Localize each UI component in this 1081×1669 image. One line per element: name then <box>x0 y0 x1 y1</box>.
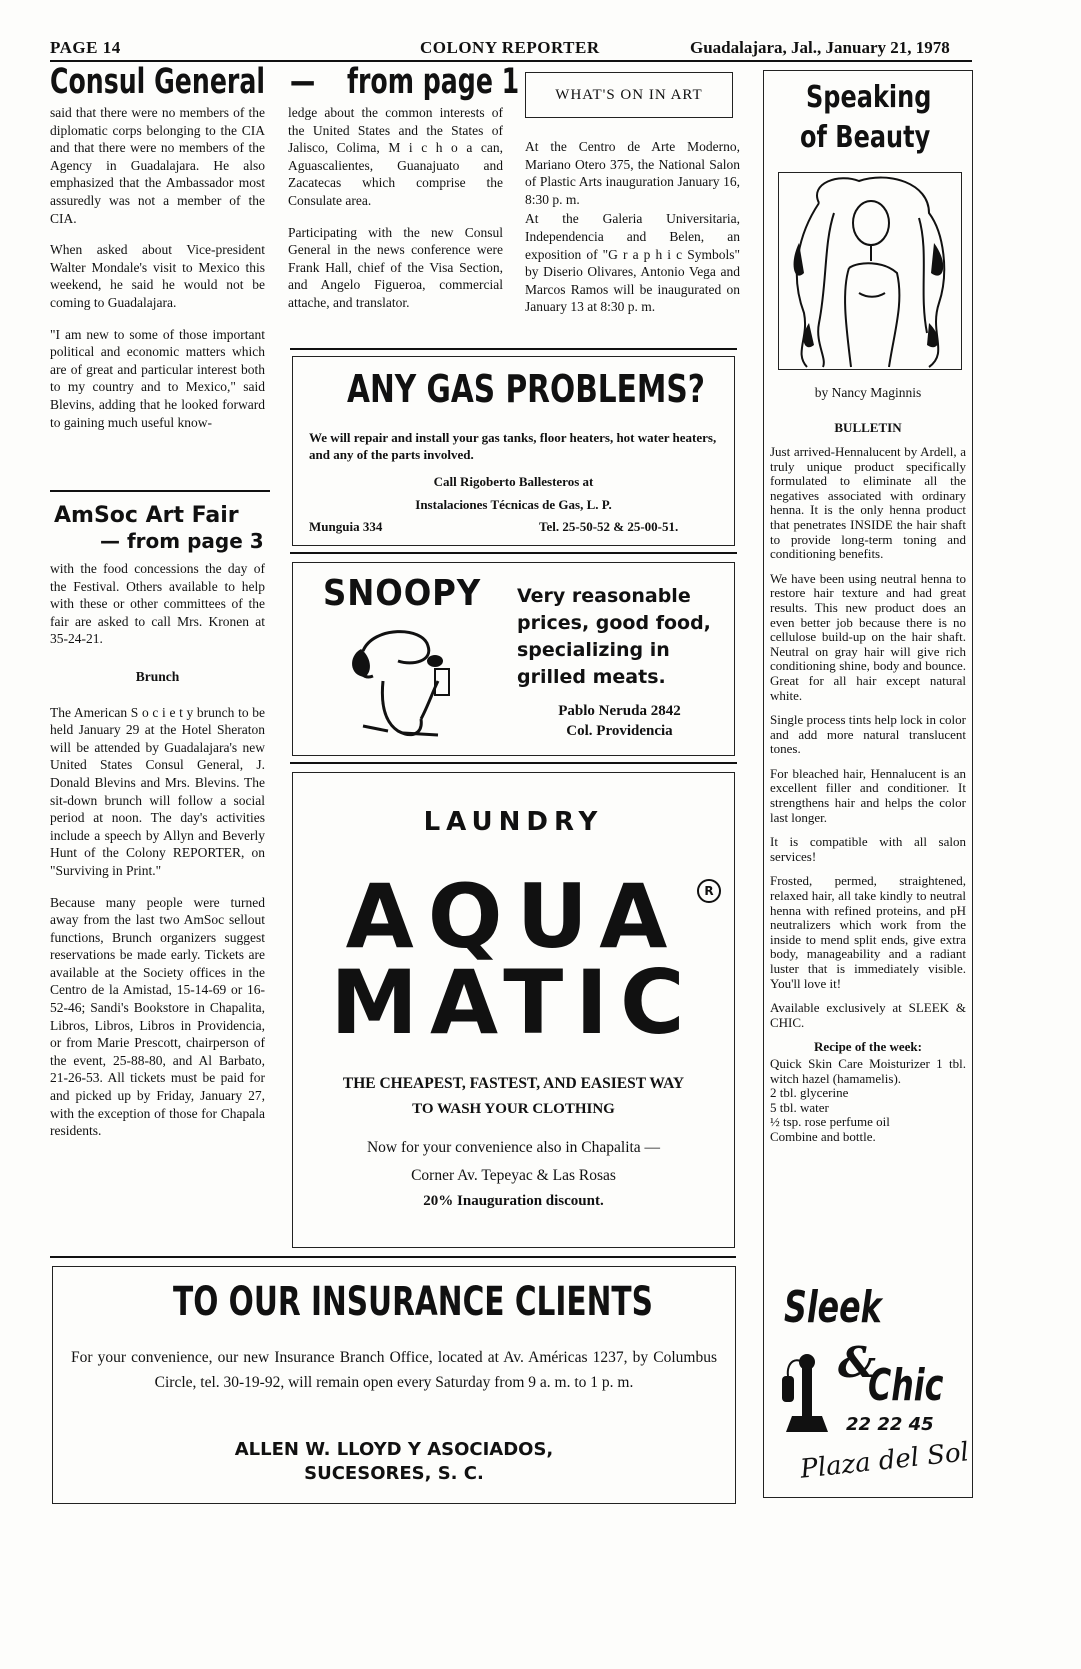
consul-paragraph: "I am new to some of those important political and economic matters which are of great and particular interest both to my country and to Mexico," said Blevins, adding that he looked forward to gaining much useful know- <box>50 326 265 430</box>
brunch-subhead: Brunch <box>135 668 180 684</box>
amsoc-column <box>50 560 265 1154</box>
snoopy-tagline: Very reasonable prices, good food, specializing in grilled meats. <box>517 585 711 688</box>
snoopy-address-1: Pablo Neruda 2842 <box>558 703 681 719</box>
woman-portrait-icon <box>779 173 961 369</box>
art-paragraph: At the Centro de Arte Moderno, Mariano Otero 375, the National Salon of Plastic Arts inauguration January 16, 8:30 p. m. <box>525 139 740 207</box>
section-rule <box>290 762 737 764</box>
art-column <box>525 138 740 330</box>
art-title: WHAT'S ON IN ART <box>555 87 703 103</box>
section-rule <box>290 552 737 554</box>
beauty-paragraph: We have been using neutral henna to restore hair texture and had great results. This new product does an even better job because there is no cellulose build-up on the hair shaft. Neutral on gray hair will give rich conditioning shine, body and bounce. Great for all hair except natural white. <box>770 570 966 703</box>
snoopy-logo: SNOOPY <box>323 573 482 614</box>
amsoc-paragraph: Because many people were turned away from the last two AmSoc sellout functions, Brunch organizers suggest reservations be made early. Tickets are available at the Society offices in the Centro de la Amistad, 15-14-69 or 16-52-46; Sandi's Bookstore in Chapalita, Libros, Libros, Libros in Providencia, or from Marie Prescott, chairperson of the event, 25-88-80, and Al Barbato, 21-26-53. All tickets must be paid for and picked up by Friday, January 27, with the exception of those for Chapala residents. <box>50 894 265 1139</box>
laundry-line-3: Now for your convenience also in Chapalita — <box>366 1139 661 1156</box>
gas-body: We will repair and install your gas tanks, floor heaters, hot water heaters, and any of the parts involved. <box>309 430 717 462</box>
consul-paragraph: ledge about the common interests of the United States and the States of Jalisco, Colima, M i c h o a can, Aguascalientes, Guanajuato and Zacatecas which comprise the Consulate area. <box>288 105 503 208</box>
matic-logo: MATIC <box>330 951 697 1054</box>
consul-column-1 <box>50 104 265 445</box>
beauty-paragraph: Just arrived-Hennalucent by Ardell, a truly unique product specifically formulated to eliminate all the negatives associated with ordinary henna. It is the only henna product that penetrates INSIDE the hair shaft to provide long-term toning and conditioning benefits. <box>770 444 966 562</box>
insurance-firm-line-1: ALLEN W. LLOYD Y ASOCIADOS, <box>234 1439 554 1460</box>
beauty-title-1: Speaking <box>806 80 932 115</box>
laundry-label: LAUNDRY <box>423 807 604 837</box>
beauty-illustration <box>778 172 962 370</box>
recipe-line: 5 tbl. water <box>770 1099 829 1115</box>
amsoc-paragraph: The American S o c i e t y brunch to be held January 29 at the Hotel Sheraton will be attended by Guadalajara's new United States Consul General, J. Donald Blevins and Mrs. Blevins. The sit-down brunch will follow a social period at noon. The day's activities include a speech by Allyn and Beverly Hunt of the Colony REPORTER, on "Surviving in Print." <box>50 704 265 878</box>
consul-headline-right: from page 1 <box>347 62 520 102</box>
section-rule <box>50 1256 736 1258</box>
gas-address: Munguia 334 <box>309 519 383 534</box>
beauty-title-2: of Beauty <box>800 120 931 155</box>
insurance-ad <box>52 1266 736 1504</box>
insurance-firm-line-2: SUCESORES, S. C. <box>304 1463 484 1484</box>
sleek-logo: Sleek <box>784 1282 882 1333</box>
page-number: PAGE 14 <box>50 38 121 57</box>
amsoc-headline: AmSoc Art Fair <box>54 503 239 528</box>
recipe-line: ½ tsp. rose perfume oil <box>770 1114 890 1130</box>
newspaper-name: COLONY REPORTER <box>420 38 600 57</box>
dateline: Guadalajara, Jal., January 21, 1978 <box>690 38 950 57</box>
beauty-paragraph: Single process tints help lock in color and add more natural translucent tones. <box>770 712 966 757</box>
beauty-paragraph: It is compatible with all salon services! <box>770 834 966 864</box>
amsoc-subheadline: — from page 3 <box>100 529 264 553</box>
laundry-line-1: THE CHEAPEST, FASTEST, AND EASIEST WAY <box>342 1075 685 1092</box>
laundry-line-4: Corner Av. Tepeyac & Las Rosas <box>411 1167 616 1184</box>
snoopy-ad <box>292 562 735 756</box>
beauty-paragraph: Available exclusively at SLEEK & CHIC. <box>770 1000 966 1030</box>
sleek-chic-phone: 22 22 45 <box>846 1414 934 1435</box>
beauty-paragraph: Frosted, permed, straightened, relaxed hair, all take kindly to neutral henna with refined proteins, and pH neutralizers which work from the inside to mend split ends, give extra body, manageability and a radiant luster that is immediately visible. You'll love it! <box>770 873 966 991</box>
laundry-ad <box>292 772 735 1248</box>
bulletin-label: BULLETIN <box>834 420 902 435</box>
gas-title: ANY GAS PROBLEMS? <box>347 367 705 411</box>
consul-paragraph: Participating with the new Consul General in the news conference were Frank Hall, chief of the Visa Section, and Angelo Figueroa, commercial attache, and translator. <box>288 224 503 310</box>
laundry-line-5: 20% Inauguration discount. <box>423 1193 604 1209</box>
section-rule <box>50 490 270 492</box>
gas-phone: Tel. 25-50-52 & 25-00-51. <box>539 519 679 534</box>
recipe-line: Combine and bottle. <box>770 1128 876 1144</box>
aqua-logo: AQUA <box>345 865 682 968</box>
amsoc-paragraph: with the food concessions the day of the Festival. Others available to help with these or other committees of the fair are asked to call Mrs. Kronen at 35-24-21. <box>50 561 265 647</box>
gas-call: Call Rigoberto Ballesteros at <box>433 474 594 489</box>
consul-paragraph: When asked about Vice-president Walter Mondale's visit to Mexico this weekend, he said he would not be coming to Guadalajara. <box>50 242 265 310</box>
registered-mark: R <box>697 879 721 903</box>
insurance-body: For your convenience, our new Insurance Branch Office, located at Av. Américas 1237, by Columbus Circle, tel. 30-19-92, will remain open every Saturday from 9 a. m. to 1 p. m. <box>71 1349 717 1391</box>
consul-headline-left: Consul General <box>50 62 265 102</box>
consul-column-2 <box>288 104 503 326</box>
laundry-line-2: TO WASH YOUR CLOTHING <box>412 1101 615 1117</box>
art-paragraph: At the Galeria Universitaria, Independencia and Belen, an exposition of "G r a p h i c Symbols" by Diserio Olivares, Antonio Vega and Marcos Ramos will be inaugurated on January 13 at 8:30 p. m. <box>525 211 740 315</box>
recipe-line: 2 tbl. glycerine <box>770 1085 849 1101</box>
insurance-title: TO OUR INSURANCE CLIENTS <box>173 1279 653 1325</box>
sleek-chic-location: Plaza del Sol <box>798 1437 971 1485</box>
recipe-line: Quick Skin Care Moisturizer 1 tbl. witch hazel (hamamelis). <box>770 1055 966 1086</box>
ampersand-logo: & <box>838 1338 876 1387</box>
beauty-byline: by Nancy Maginnis <box>814 385 922 400</box>
gas-company: Instalaciones Técnicas de Gas, L. P. <box>415 497 612 512</box>
consul-headline-dash: — <box>290 62 316 102</box>
snoopy-address-2: Col. Providencia <box>566 723 673 739</box>
telephone-icon <box>778 1346 838 1436</box>
beauty-paragraph: For bleached hair, Hennalucent is an excellent filler and conditioner. It strengthens hair and helps the color last longer. <box>770 765 966 825</box>
section-rule <box>290 348 737 350</box>
gas-ad <box>292 356 735 546</box>
beauty-article <box>770 445 966 1145</box>
art-title-box <box>525 72 733 118</box>
chic-logo: Chic <box>868 1360 944 1411</box>
recipe-title: Recipe of the week: <box>814 1039 922 1055</box>
snoopy-illustration <box>343 621 463 743</box>
consul-paragraph: said that there were no members of the diplomatic corps belonging to the CIA and that there were no members of the Agency in Guadalajara. He also emphasized that the Ambassador most assuredly was not a member of the CIA. <box>50 105 265 226</box>
